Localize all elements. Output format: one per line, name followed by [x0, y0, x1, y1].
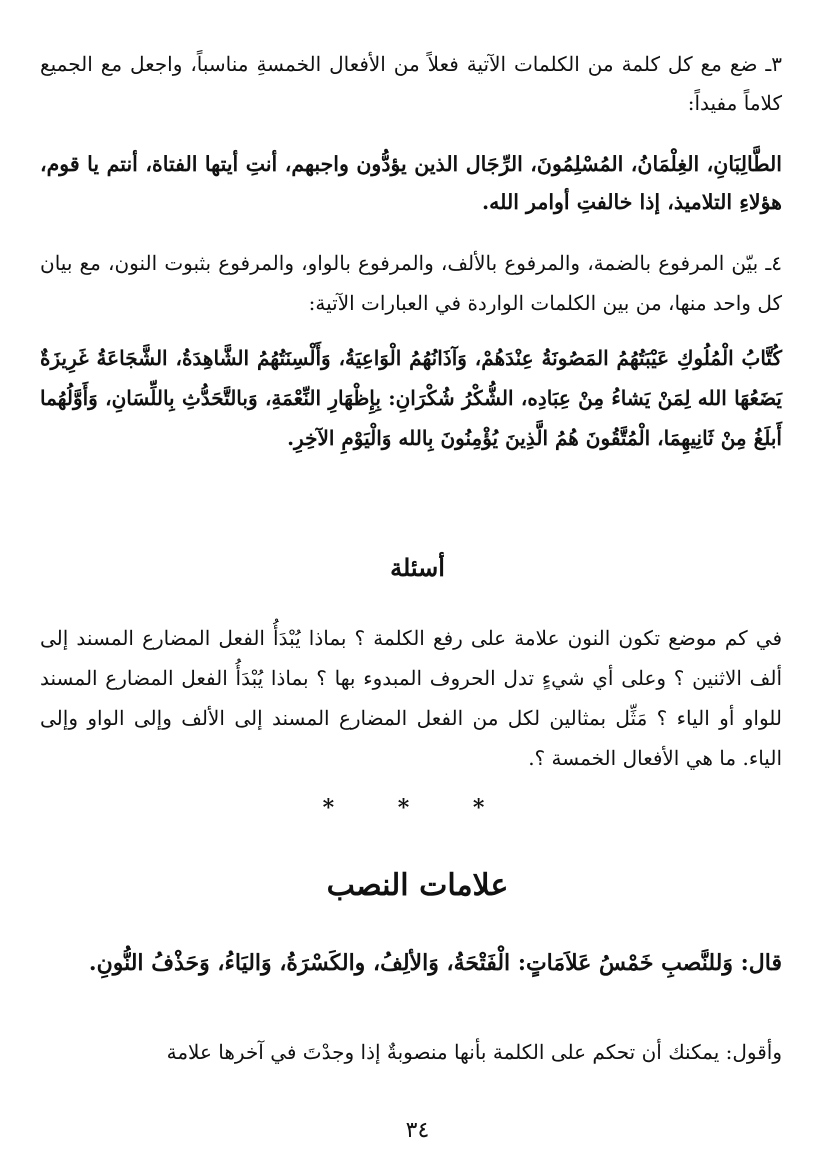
questions-heading: أسئلة [390, 553, 445, 582]
lesson-rule: قال: وَللنَّصبِ خَمْسُ عَلاَمَاتٍ: الْفَتْحَةُ، وَالألِفُ، والكَسْرَةُ، وَاليَاءُ، وَحَذْفُ النُّونِ. [88, 950, 782, 976]
questions-text: في كم موضع تكون النون علامة على رفع الكلمة ؟ بماذا يُبْدَأُ الفعل المضارع المسند إلى ألف الاثنين ؟ وعلى أي شيءٍ تدل الحروف المبدوء بها ؟ بماذا يُبْدَأُ الفعل المضارع المسند للواو أو الياء ؟ مَثِّل بمثالين لكل من الفعل المضارع المسند إلى الألف وإلى الواو وإلى الياء. ما هي الأفعال الخمسة ؟. [40, 626, 782, 770]
lesson-explanation: وأقول: يمكنك أن تحكم على الكلمة بأنها منصوبةٌ إذا وجدْتَ في آخرها علامة [166, 1040, 782, 1064]
exercise-3-instruction: ٣ـ ضع مع كل كلمة من الكلمات الآتية فعلاً من الأفعال الخمسةِ مناسباً، واجعل مع الجميع كلاماً مفيداً: [40, 52, 782, 115]
exercise-4-text: كُتَّابُ الْمُلُوكِ عَيْبَتُهُمُ المَصُونَةُ عِنْدَهُمْ، وَآذَانُهُمُ الْوَاعِيَةُ، وَأَلْسِنَتُهُمُ الشَّاهِدَةُ، الشَّجَاعَةُ غَرِيزَةٌ يَضَعُهَا الله لِمَنْ يَشاءُ مِنْ عِبَادِه، الشُّكْرُ شُكْرَانِ: بِإِظْهَارِ النِّعْمَةِ، وَبالتَّحَدُّثِ بِاللِّسَانِ، وَأَوَّلُهُما أَبلَغُ مِنْ ثَانِيهِمَا، الْمُتَّقُونَ هُمُ الَّذِينَ يُؤْمِنُونَ بِالله وَالْيَوْمِ الآخِرِ. [40, 346, 782, 450]
section-separator: * * * [322, 795, 513, 821]
lesson-heading: علامات النصب [326, 868, 509, 903]
exercise-3-words: الطَّالِبَانِ، الغِلْمَانُ، المُسْلِمُونَ، الرِّجَال الذين يؤدُّون واجبهم، أنتِ أيتها الفتاة، أنتم يا قوم، هؤلاءِ التلاميذ، إذا خالفتِ أوامر الله. [40, 152, 782, 214]
exercise-4-instruction: ٤ـ بيّن المرفوع بالضمة، والمرفوع بالألف، والمرفوع بالواو، والمرفوع بثبوت النون، مع بيان كل واحد منها، من بين الكلمات الواردة في العبارات الآتية: [40, 251, 782, 315]
page-number: ٣٤ [405, 1118, 430, 1143]
